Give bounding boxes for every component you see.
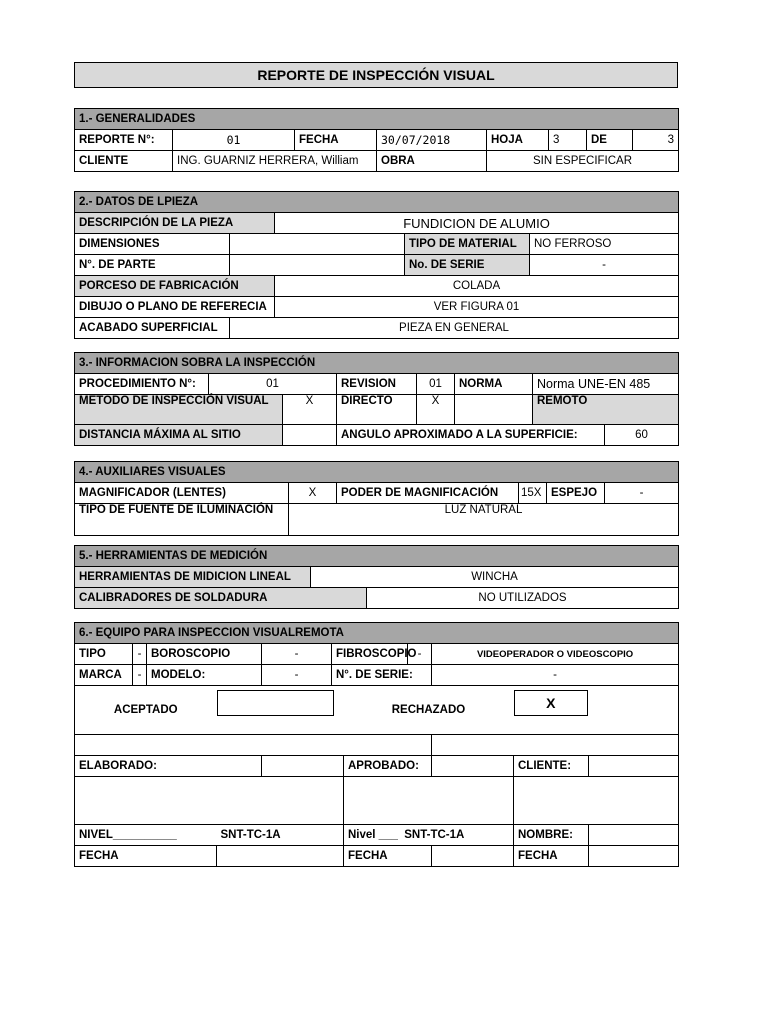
acabado-label: ACABADO SUPERFICIAL <box>75 318 230 339</box>
parte-value <box>230 255 405 276</box>
elaborado-label: ELABORADO: <box>75 756 262 777</box>
obra-label: OBRA <box>377 151 487 172</box>
descripcion-label: DESCRIPCIÓN DE LA PIEZA <box>75 213 275 234</box>
espejo-value: - <box>605 483 679 504</box>
tipo-material-label: TIPO DE MATERIAL <box>405 234 530 255</box>
rechazado-label: RECHAZADO <box>391 704 466 716</box>
section-datos-pieza <box>74 191 679 339</box>
angulo-value: 60 <box>605 425 679 446</box>
calibradores-value: NO UTILIZADOS <box>367 588 679 609</box>
elaborado-sign-area <box>75 777 344 825</box>
video-label: VIDEOPERADOR O VIDEOSCOPIO <box>432 644 679 665</box>
directo-label: DIRECTO <box>337 395 417 425</box>
calibradores-label: CALIBRADORES DE SOLDADURA <box>75 588 367 609</box>
reporte-label: REPORTE N°: <box>75 130 173 151</box>
fuente-label: TIPO DE FUENTE DE ILUMINACIÓN <box>75 504 289 536</box>
lineal-label: HERRAMIENTAS DE MIDICION LINEAL <box>75 567 311 588</box>
tipo-material-value: NO FERROSO <box>530 234 679 255</box>
serie-label: No. DE SERIE <box>405 255 530 276</box>
serie-value: - <box>432 665 679 686</box>
fecha2-label: FECHA <box>344 846 432 867</box>
norma-label: NORMA <box>455 374 533 395</box>
poder-value: 15X <box>519 483 547 504</box>
section-header: 4.- AUXILIARES VISUALES <box>75 462 679 483</box>
procedimiento-label: PROCEDIMIENTO N°: <box>75 374 209 395</box>
de-value: 3 <box>633 130 679 151</box>
section-header: 3.- INFORMACION SOBRA LA INSPECCIÓN <box>75 353 679 374</box>
reporte-value: 01 <box>173 130 295 151</box>
fecha3-label: FECHA <box>514 846 589 867</box>
boroscopio-label: BOROSCOPIO <box>147 644 262 665</box>
dibujo-label: DIBUJO O PLANO DE REFERECIA <box>75 297 275 318</box>
fecha-label: FECHA <box>295 130 377 151</box>
metodo-label: METODO DE INSPECCIÓN VISUAL <box>75 395 283 425</box>
metodo-value: X <box>283 395 337 425</box>
aprobado-label: APROBADO: <box>344 756 432 777</box>
acabado-value: PIEZA EN GENERAL <box>230 318 679 339</box>
modelo-label: MODELO: <box>147 665 262 686</box>
section-herramientas-medicion <box>74 545 679 609</box>
nivel1-label: NIVEL__________ <box>75 825 217 846</box>
procedimiento-value: 01 <box>209 374 337 395</box>
cliente-sign-area <box>514 777 679 825</box>
parte-label: N°. DE PARTE <box>75 255 230 276</box>
cliente-sign-label: CLIENTE: <box>514 756 589 777</box>
dimensiones-value <box>230 234 405 255</box>
magnificador-value: X <box>289 483 337 504</box>
dimensiones-label: DIMENSIONES <box>75 234 230 255</box>
de-label: DE <box>587 130 633 151</box>
rechazado-box: X <box>514 690 589 716</box>
nivel1-value: SNT-TC-1A <box>217 825 344 846</box>
fecha-value: 30/07/2018 <box>377 130 487 151</box>
section-generalidades <box>74 108 679 172</box>
lineal-value: WINCHA <box>311 567 679 588</box>
aceptado-label: ACEPTADO <box>75 686 217 735</box>
nivel2: Nivel ___ SNT-TC-1A <box>344 825 514 846</box>
fabricacion-label: PORCESO DE FABRICACIÓN <box>75 276 275 297</box>
tipo-label: TIPO <box>75 644 133 665</box>
cliente-value: ING. GUARNIZ HERRERA, William <box>173 151 377 172</box>
serie-label: N°. DE SERIE: <box>332 665 432 686</box>
section-header: 5.- HERRAMIENTAS DE MEDICIÓN <box>75 546 679 567</box>
obra-value: SIN ESPECIFICAR <box>487 151 679 172</box>
section-equipo-remoto <box>74 622 679 867</box>
fibroscopio-value: - <box>408 644 432 665</box>
dibujo-value: VER FIGURA 01 <box>275 297 679 318</box>
fabricacion-value: COLADA <box>275 276 679 297</box>
magnificador-label: MAGNIFICADOR (LENTES) <box>75 483 289 504</box>
boroscopio-value: - <box>262 644 332 665</box>
nombre-label: NOMBRE: <box>514 825 589 846</box>
revision-value: 01 <box>417 374 455 395</box>
poder-label: PODER DE MAGNIFICACIÓN <box>337 483 519 504</box>
norma-value: Norma UNE-EN 485 <box>533 374 679 395</box>
revision-label: REVISION <box>337 374 417 395</box>
distancia-label: DISTANCIA MÁXIMA AL SITIO <box>75 425 283 446</box>
tipo-value: - <box>133 644 147 665</box>
aceptado-box <box>217 690 334 716</box>
remoto-label: REMOTO <box>533 395 679 425</box>
section-auxiliares-visuales <box>74 461 679 536</box>
fibroscopio-label: FIBROSCOPIO <box>332 644 408 665</box>
hoja-label: HOJA <box>487 130 549 151</box>
section-header: 6.- EQUIPO PARA INSPECCION VISUALREMOTA <box>75 623 679 644</box>
marca-value: - <box>133 665 147 686</box>
aprobado-sign-area <box>344 777 514 825</box>
section-header: 1.- GENERALIDADES <box>75 109 679 130</box>
page-title: REPORTE DE INSPECCIÓN VISUAL <box>74 62 678 88</box>
hoja-value: 3 <box>549 130 587 151</box>
section-header: 2.- DATOS DE LPIEZA <box>75 192 679 213</box>
espejo-label: ESPEJO <box>547 483 605 504</box>
section-informacion-inspeccion <box>74 352 679 446</box>
distancia-value <box>283 425 337 446</box>
marca-label: MARCA <box>75 665 133 686</box>
serie-value: - <box>530 255 679 276</box>
angulo-label: ANGULO APROXIMADO A LA SUPERFICIE: <box>337 425 605 446</box>
directo-value: X <box>417 395 455 425</box>
empty-cell <box>455 395 533 425</box>
cliente-label: CLIENTE <box>75 151 173 172</box>
fuente-value: LUZ NATURAL <box>289 504 679 536</box>
fecha1-label: FECHA <box>75 846 217 867</box>
modelo-value: - <box>262 665 332 686</box>
descripcion-value: FUNDICION DE ALUMIO <box>275 213 679 234</box>
